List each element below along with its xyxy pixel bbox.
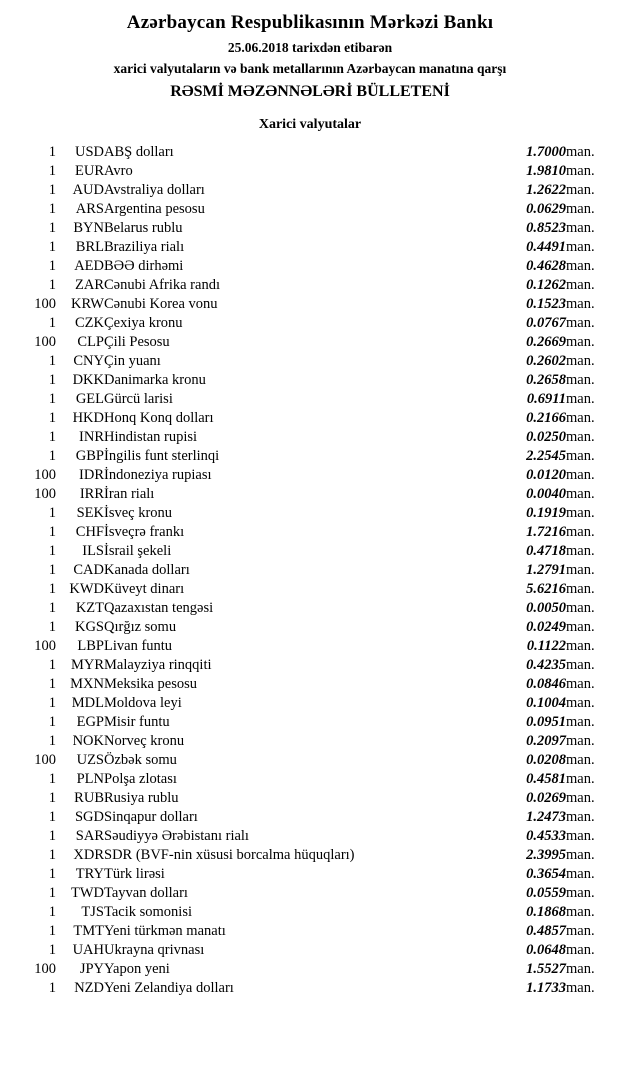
currency-name: Rusiya rublu [104,790,179,806]
currency-name: Yeni türkmən manatı [104,923,226,939]
currency-name: Gürcü larisi [104,391,173,407]
currency-rate: 0.0269 [526,790,566,806]
table-row [14,960,606,979]
currency-code: IRR [79,486,104,502]
rate-unit-label: man. [566,847,595,863]
currency-units: 1 [48,600,56,616]
currency-units: 1 [48,714,56,730]
currency-rate: 0.2602 [526,353,566,369]
currency-name: Moldova leyi [104,695,182,711]
table-row [14,637,606,656]
currency-units: 1 [48,505,56,521]
currency-code: SAR [75,828,104,844]
currency-rate: 0.0250 [526,429,566,445]
table-row [14,276,606,295]
currency-rate: 0.0050 [526,600,566,616]
table-row [14,542,606,561]
currency-rate: 0.1523 [526,296,566,312]
currency-units: 1 [48,182,56,198]
currency-name: Belarus rublu [104,220,183,236]
table-row [14,314,606,333]
currency-units: 1 [48,220,56,236]
table-row [14,580,606,599]
bulletin-heading: RƏSMİ MƏZƏNNƏLƏRİ BÜLLETENİ [170,83,450,100]
currency-code: JPY [79,961,104,977]
rate-unit-label: man. [566,885,595,901]
currency-name: Braziliya rialı [104,239,185,255]
table-row [14,979,606,998]
currency-name: Çin yuanı [104,353,161,369]
table-row [14,181,606,200]
rate-unit-label: man. [566,353,595,369]
currency-name: İngilis funt sterlinqi [104,448,220,464]
currency-units: 1 [48,410,56,426]
currency-name: Səudiyyə Ərəbistanı rialı [104,828,249,844]
table-row [14,428,606,447]
rate-unit-label: man. [566,505,595,521]
table-row [14,371,606,390]
currency-units: 1 [48,619,56,635]
currency-rate: 0.1868 [526,904,566,920]
currency-units: 1 [48,790,56,806]
rate-unit-label: man. [566,980,595,996]
currency-code: UAH [72,942,104,958]
rate-unit-label: man. [566,771,595,787]
currency-name: Yapon yeni [104,961,170,977]
currency-code: NOK [72,733,104,749]
currency-name: Cənubi Afrika randı [104,277,220,293]
rate-unit-label: man. [566,163,595,179]
currency-code: IDR [79,467,104,483]
table-row [14,333,606,352]
currency-units: 1 [48,524,56,540]
rate-unit-label: man. [566,239,595,255]
rate-unit-label: man. [566,790,595,806]
currency-units: 1 [48,239,56,255]
currency-code: ILS [82,543,104,559]
effective-date-line: 25.06.2018 tarixdən etibarən [227,40,393,55]
currency-code: SEK [76,505,104,521]
currency-rate: 0.0040 [526,486,566,502]
currency-name: Avstraliya dolları [104,182,205,198]
table-row [14,751,606,770]
currency-rate: 1.2473 [526,809,566,825]
currency-rate: 0.4581 [526,771,566,787]
currency-code: LBP [77,638,104,654]
currency-name: Tayvan dolları [104,885,188,901]
currency-name: ABŞ dolları [104,144,174,160]
currency-units: 1 [48,942,56,958]
rate-unit-label: man. [566,448,595,464]
currency-code: ZAR [75,277,104,293]
currency-name: Malayziya rinqqiti [104,657,212,673]
currency-name: Qazaxıstan tengəsi [104,600,214,616]
currency-units: 1 [48,771,56,787]
currency-units: 100 [34,296,56,312]
currency-code: NZD [74,980,104,996]
currency-rate: 0.2669 [526,334,566,350]
currency-name: Çili Pesosu [104,334,170,350]
currency-rate: 0.0120 [526,467,566,483]
rate-unit-label: man. [566,581,595,597]
currency-rate: 1.2791 [526,562,566,578]
currency-units: 1 [48,676,56,692]
currency-name: Hindistan rupisi [104,429,198,445]
currency-code: KGS [74,619,104,635]
currency-rate: 5.6216 [526,581,566,597]
table-row [14,257,606,276]
table-row [14,295,606,314]
currency-units: 1 [48,809,56,825]
table-row [14,789,606,808]
rate-unit-label: man. [566,277,595,293]
table-row [14,827,606,846]
rate-unit-label: man. [566,828,595,844]
currency-code: CLP [77,334,104,350]
rate-unit-label: man. [566,809,595,825]
currency-code: GBP [75,448,104,464]
currency-code: UZS [76,752,104,768]
table-row [14,561,606,580]
currency-name: Norveç kronu [104,733,185,749]
rate-unit-label: man. [566,220,595,236]
currency-units: 1 [48,847,56,863]
currency-rate: 0.4718 [526,543,566,559]
currency-rate: 1.5527 [526,961,566,977]
currency-code: KRW [70,296,104,312]
bank-title: Azərbaycan Respublikasının Mərkəzi Bankı [126,12,494,33]
table-row [14,200,606,219]
currency-rate: 1.9810 [526,163,566,179]
currency-code: INR [79,429,104,445]
currency-units: 1 [48,163,56,179]
currency-units: 1 [48,391,56,407]
currency-code: DKK [72,372,104,388]
currency-units: 1 [48,562,56,578]
currency-code: EGP [76,714,104,730]
currency-units: 1 [48,277,56,293]
table-row [14,162,606,181]
currency-name: Meksika pesosu [104,676,198,692]
table-row [14,466,606,485]
rate-unit-label: man. [566,410,595,426]
currency-units: 100 [34,752,56,768]
rate-unit-label: man. [566,866,595,882]
currency-rate: 0.4857 [526,923,566,939]
rate-unit-label: man. [566,334,595,350]
table-row [14,599,606,618]
currency-rate: 0.4628 [526,258,566,274]
currency-rate: 2.2545 [526,448,566,464]
currency-name: Avro [104,163,133,179]
currency-code: CNY [73,353,104,369]
currency-code: AUD [72,182,104,198]
rate-unit-label: man. [566,676,595,692]
table-row [14,884,606,903]
currency-name: İsveçrə frankı [104,524,185,540]
currency-units: 1 [48,828,56,844]
currency-name: Qırğız somu [104,619,177,635]
currency-code: MDL [71,695,104,711]
table-row [14,770,606,789]
currency-rate: 0.2097 [526,733,566,749]
currency-units: 1 [48,980,56,996]
currency-name: Ukrayna qrivnası [104,942,205,958]
currency-code: KZT [75,600,104,616]
currency-units: 1 [48,201,56,217]
currency-code: XDR [73,847,104,863]
currency-code: TWD [70,885,104,901]
currency-units: 1 [48,144,56,160]
rate-unit-label: man. [566,923,595,939]
rate-unit-label: man. [566,942,595,958]
currency-units: 1 [48,904,56,920]
rate-unit-label: man. [566,372,595,388]
table-row [14,618,606,637]
currency-name: SDR (BVF-nin xüsusi borcalma hüquqları) [104,847,355,863]
currency-rate: 2.3995 [526,847,566,863]
currency-code: MYR [70,657,104,673]
currency-units: 100 [34,638,56,654]
currency-rate: 1.7216 [526,524,566,540]
currency-rate: 1.2622 [526,182,566,198]
currency-units: 1 [48,543,56,559]
table-row [14,390,606,409]
currency-units: 1 [48,657,56,673]
currency-code: HKD [72,410,104,426]
table-row [14,504,606,523]
currency-rate: 0.1004 [526,695,566,711]
currency-rate: 0.1262 [526,277,566,293]
currency-name: İsveç kronu [104,505,173,521]
currency-units: 100 [34,486,56,502]
currency-code: KWD [69,581,104,597]
currency-rate: 0.1122 [526,638,566,654]
currency-rate: 0.0951 [526,714,566,730]
rate-unit-label: man. [566,144,595,160]
rate-unit-label: man. [566,733,595,749]
currency-rate: 0.1919 [526,505,566,521]
table-row [14,656,606,675]
currency-units: 1 [48,429,56,445]
currency-name: Danimarka kronu [104,372,206,388]
currency-units: 1 [48,923,56,939]
currency-units: 1 [48,372,56,388]
currency-code: CHF [75,524,104,540]
rate-unit-label: man. [566,258,595,274]
currency-rate: 0.4533 [526,828,566,844]
currency-name: Kanada dolları [104,562,190,578]
rate-unit-label: man. [566,201,595,217]
rate-unit-label: man. [566,296,595,312]
currency-rate: 1.1733 [526,980,566,996]
table-row [14,219,606,238]
currency-rate: 0.0846 [526,676,566,692]
table-row [14,922,606,941]
currency-code: USD [74,144,104,160]
currency-units: 1 [48,353,56,369]
currency-code: ARS [75,201,104,217]
currency-units: 1 [48,581,56,597]
currency-rate: 0.0648 [526,942,566,958]
rate-unit-label: man. [566,182,595,198]
currency-name: Özbək somu [104,752,177,768]
rate-unit-label: man. [566,619,595,635]
currency-units: 1 [48,258,56,274]
currency-rate: 0.0249 [526,619,566,635]
currency-code: BRL [75,239,104,255]
currency-rate: 1.7000 [526,144,566,160]
table-row [14,675,606,694]
table-row [14,409,606,428]
currency-name: İsrail şekeli [104,543,172,559]
table-row [14,732,606,751]
table-row [14,808,606,827]
currency-name: Küveyt dinarı [104,581,185,597]
section-title-foreign-currencies: Xarici valyutalar [258,117,362,132]
table-row [14,694,606,713]
currency-rate: 0.0767 [526,315,566,331]
rate-unit-label: man. [566,315,595,331]
currency-rate: 0.8523 [526,220,566,236]
table-row [14,485,606,504]
currency-name: Türk lirəsi [104,866,165,882]
rate-unit-label: man. [566,638,595,654]
rate-unit-label: man. [566,524,595,540]
currency-code: MXN [70,676,104,692]
currency-rate: 0.3654 [526,866,566,882]
currency-code: TRY [75,866,104,882]
table-row [14,941,606,960]
currency-rate: 0.4491 [526,239,566,255]
currency-rate: 0.0559 [526,885,566,901]
currency-name: Misir funtu [104,714,170,730]
table-row [14,903,606,922]
currency-rate: 0.2658 [526,372,566,388]
currency-code: CAD [73,562,104,578]
currency-code: TMT [73,923,104,939]
rate-unit-label: man. [566,600,595,616]
rate-unit-label: man. [566,695,595,711]
currency-name: Livan funtu [104,638,173,654]
currency-code: RUB [74,790,104,806]
currency-name: Tacik somonisi [104,904,192,920]
currency-name: BƏƏ dirhəmi [104,258,184,274]
currency-units: 1 [48,448,56,464]
currency-rate: 0.0208 [526,752,566,768]
currency-units: 100 [34,334,56,350]
currency-units: 1 [48,885,56,901]
table-row [14,447,606,466]
bulletin-subtitle: xarici valyutaların və bank metallarının Azərbaycan manatına qarşı [113,61,507,76]
table-row [14,352,606,371]
rate-unit-label: man. [566,752,595,768]
currency-units: 1 [48,695,56,711]
currency-rate: 0.6911 [526,391,566,407]
currency-name: İran rialı [104,486,155,502]
currency-rate: 0.0629 [526,201,566,217]
table-row [14,143,606,162]
exchange-rates-table [14,143,606,998]
table-row [14,713,606,732]
currency-code: PLN [76,771,104,787]
currency-name: Honq Konq dolları [104,410,214,426]
currency-code: SGD [74,809,104,825]
rate-unit-label: man. [566,429,595,445]
currency-units: 1 [48,866,56,882]
currency-rate: 0.4235 [526,657,566,673]
table-row [14,523,606,542]
currency-code: CZK [75,315,104,331]
rate-unit-label: man. [566,714,595,730]
table-row [14,846,606,865]
rate-unit-label: man. [566,543,595,559]
currency-name: Yeni Zelandiya dolları [104,980,234,996]
table-row [14,238,606,257]
currency-code: TJS [81,904,104,920]
currency-name: Sinqapur dolları [104,809,198,825]
rate-unit-label: man. [566,961,595,977]
rate-unit-label: man. [566,562,595,578]
currency-units: 1 [48,733,56,749]
currency-rate: 0.2166 [526,410,566,426]
rate-unit-label: man. [566,391,595,407]
rate-unit-label: man. [566,904,595,920]
currency-name: Çexiya kronu [104,315,183,331]
currency-code: AED [74,258,104,274]
currency-units: 100 [34,467,56,483]
currency-code: BYN [73,220,104,236]
table-row [14,865,606,884]
currency-name: Argentina pesosu [104,201,205,217]
currency-code: EUR [75,163,104,179]
currency-units: 1 [48,315,56,331]
currency-units: 100 [34,961,56,977]
rate-unit-label: man. [566,657,595,673]
currency-name: İndoneziya rupiası [104,467,212,483]
currency-name: Polşa zlotası [104,771,177,787]
currency-name: Cənubi Korea vonu [104,296,218,312]
currency-code: GEL [75,391,104,407]
rate-unit-label: man. [566,486,595,502]
rate-unit-label: man. [566,467,595,483]
